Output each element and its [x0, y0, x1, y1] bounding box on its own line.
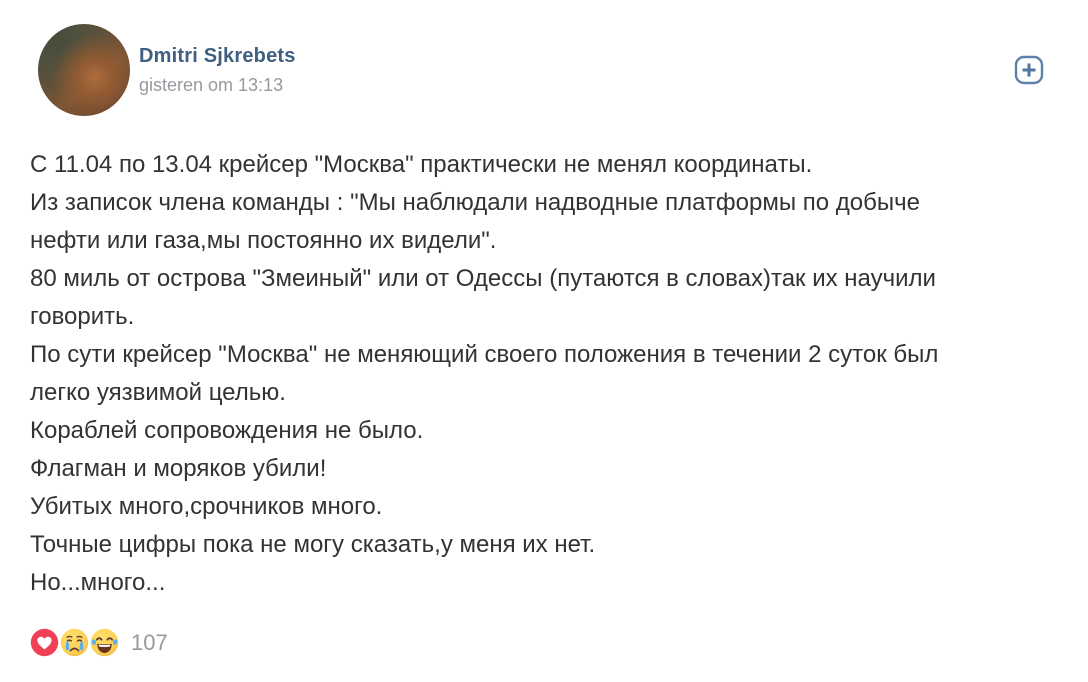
- heart-reaction-icon[interactable]: [30, 628, 59, 657]
- post-text-line: Кораблей сопровождения не было.: [30, 417, 424, 444]
- post-text-line: легко уязвимой целью.: [30, 379, 286, 406]
- post-text-line: Но...много...: [30, 569, 166, 596]
- post-text-line: 80 миль от острова "Змеиный" или от Одессы (путаются в словах)так их научили: [30, 265, 936, 292]
- crying-face-reaction-icon[interactable]: [60, 628, 89, 657]
- post-text-line: Убитых много,срочников много.: [30, 493, 383, 520]
- author-name-link[interactable]: Dmitri Sjkrebets: [139, 45, 296, 67]
- reactions-bar: [30, 628, 168, 657]
- post-text-line: Точные цифры пока не могу сказать,у меня их нет.: [30, 531, 596, 558]
- reaction-count[interactable]: 107: [131, 629, 168, 655]
- plus-bookmark-icon: [1013, 74, 1045, 89]
- post-text-line: говорить.: [30, 303, 135, 330]
- post-text-line: По сути крейсер "Москва" не меняющий своего положения в течении 2 суток был: [30, 341, 939, 368]
- post-text-line: Флагман и моряков убили!: [30, 455, 327, 482]
- post-text-line: Из записок члена команды : "Мы наблюдали надводные платформы по добыче: [30, 189, 920, 216]
- post-text: [30, 146, 1040, 602]
- post-text-line: нефти или газа,мы постоянно их видели".: [30, 227, 497, 254]
- post-timestamp[interactable]: gisteren om 13:13: [139, 75, 284, 95]
- post-text-line: С 11.04 по 13.04 крейсер "Москва" практически не менял координаты.: [30, 151, 813, 178]
- laughing-face-reaction-icon[interactable]: [90, 628, 119, 657]
- bookmark-add-button[interactable]: [1013, 54, 1045, 86]
- avatar[interactable]: [38, 24, 130, 116]
